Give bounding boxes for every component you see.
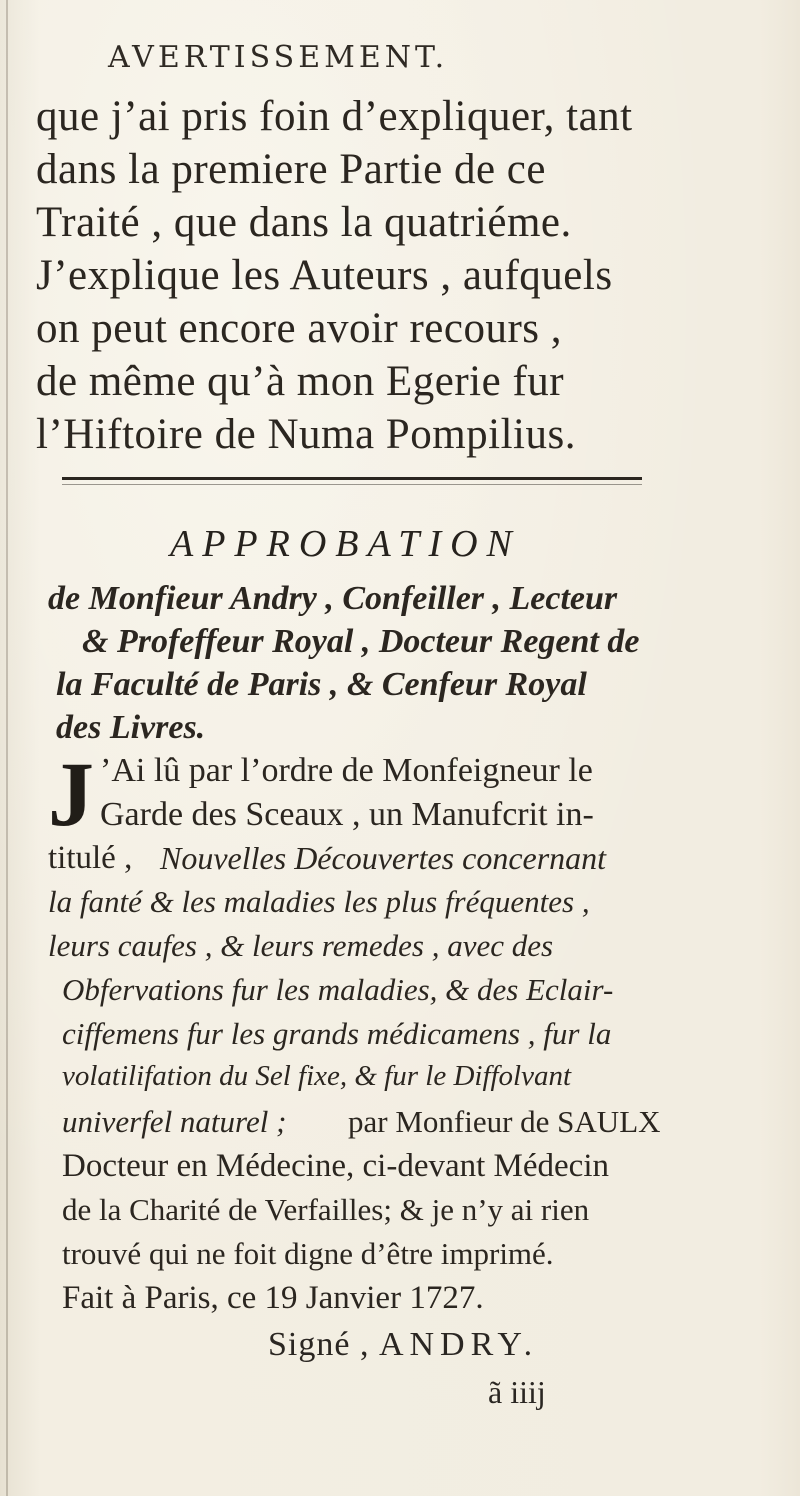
avertissement-line: J’explique les Auteurs , aufquels <box>36 252 613 299</box>
avertissement-line: l’Hiftoire de Numa Pompilius. <box>36 411 576 458</box>
signed-label: Signé , <box>268 1326 370 1363</box>
approbation-subtitle-line: la Faculté de Paris , & Cenfeur Royal <box>56 666 587 703</box>
signature-line <box>268 1326 538 1364</box>
drop-cap: J <box>48 743 94 845</box>
approbation-heading: APPROBATION <box>170 523 521 565</box>
approbation-body-line: par Monfieur de SAULX <box>348 1104 661 1139</box>
approbation-body-line: leurs caufes , & leurs remedes , avec des <box>48 928 554 963</box>
approbation-body-line: ’Ai lû par l’ordre de Monfeigneur le <box>100 752 593 789</box>
avertissement-line: que j’ai pris foin d’expliquer, tant <box>36 93 633 140</box>
approbation-body-line: univerfel naturel ; <box>62 1104 287 1139</box>
approbation-body-line: ciffemens fur les grands médicamens , fur la <box>62 1016 612 1051</box>
approbation-body-line: Nouvelles Découvertes concernant <box>160 840 607 876</box>
approbation-body-line: de la Charité de Verfailles; & je n’y ai rien <box>62 1192 590 1227</box>
approbation-body-line: titulé , <box>48 840 133 876</box>
avertissement-line: de même qu’à mon Egerie fur <box>36 358 565 405</box>
signatory-name: ANDRY. <box>378 1326 539 1363</box>
approbation-body-line: Obfervations fur les maladies, & des Eclair- <box>62 972 614 1007</box>
approbation-body-line: trouvé qui ne foit digne d’être imprimé. <box>62 1236 554 1271</box>
page-gutter <box>6 0 8 1496</box>
section-divider-shadow <box>62 484 642 485</box>
approbation-body-line: volatilifation du Sel fixe, & fur le Diffolvant <box>62 1060 572 1092</box>
approbation-body-line: Docteur en Médecine, ci-devant Médecin <box>62 1148 609 1184</box>
approbation-body-line: la fanté & les maladies les plus fréquentes , <box>48 884 590 919</box>
approbation-body-line: Garde des Sceaux , un Manufcrit in- <box>100 796 594 833</box>
avertissement-line: Traité , que dans la quatriéme. <box>36 199 572 246</box>
section-divider <box>62 477 642 480</box>
avertissement-line: dans la premiere Partie de ce <box>36 146 546 193</box>
approbation-subtitle-line: & Profeffeur Royal , Docteur Regent de <box>82 623 640 660</box>
approbation-subtitle-line: des Livres. <box>56 709 206 746</box>
approbation-subtitle-line: de Monfieur Andry , Confeiller , Lecteur <box>48 580 618 617</box>
signature-mark: ã iiij <box>488 1374 546 1410</box>
avertissement-line: on peut encore avoir recours , <box>36 305 563 352</box>
running-head: AVERTISSEMENT. <box>108 40 449 75</box>
approbation-body-line: Fait à Paris, ce 19 Janvier 1727. <box>62 1280 484 1316</box>
